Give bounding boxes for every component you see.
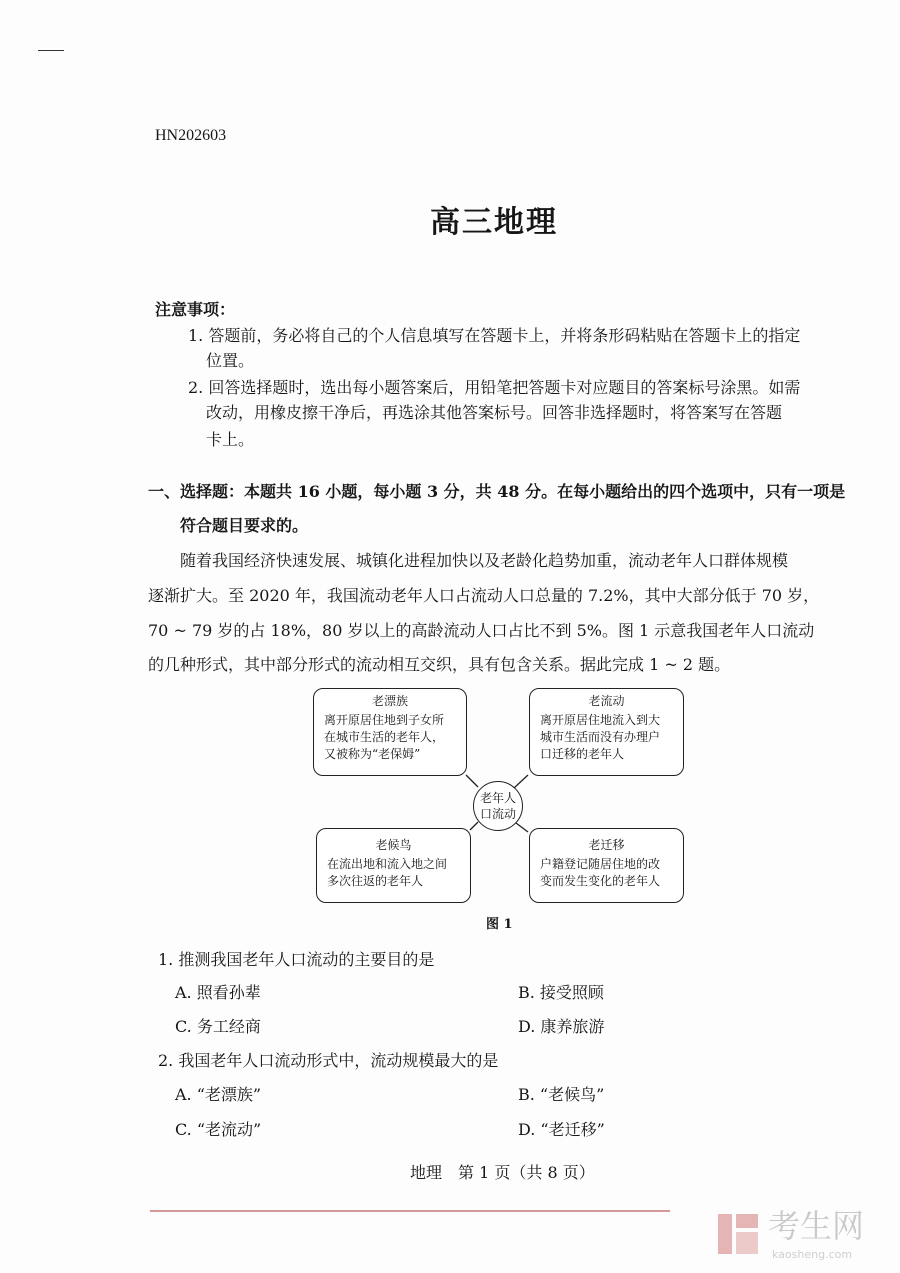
- q2-option-a: A. “老漂族”: [175, 1085, 262, 1104]
- notice-line: 卡上。: [206, 430, 255, 449]
- box-line: 户籍登记随居住地的改: [540, 857, 661, 871]
- figure-caption: 图 1: [486, 917, 513, 932]
- exam-code: HN202603: [155, 127, 227, 144]
- box-title: 老漂族: [371, 694, 408, 708]
- notice-heading: 注意事项：: [155, 300, 236, 319]
- question-1-stem: 1. 推测我国老年人口流动的主要目的是: [158, 950, 435, 969]
- passage-line: 随着我国经济快速发展、城镇化进程加快以及老龄化趋势加重，流动老年人口群体规模: [180, 551, 789, 570]
- passage-line: 逐渐扩大。至 2020 年，我国流动老年人口占流动人口总量的 7.2%，其中大部分低于 70 岁，: [148, 586, 820, 605]
- page-footer: 地理 第 1 页（共 8 页）: [410, 1163, 595, 1182]
- box-line: 城市生活而没有办理户: [540, 730, 661, 744]
- bottom-line: [150, 1210, 670, 1212]
- diagram-box-laohouniao: [316, 828, 471, 903]
- watermark-text: 考生网: [768, 1207, 865, 1245]
- page-title: 高三地理: [430, 205, 558, 240]
- center-line: 老年人: [479, 791, 516, 805]
- passage-line: 的几种形式，其中部分形式的流动相互交织，具有包含关系。据此完成 1 ~ 2 题。: [148, 655, 731, 674]
- notice-line: 2. 回答选择题时，选出每小题答案后，用铅笔把答题卡对应题目的答案标号涂黑。如需: [188, 378, 801, 397]
- diagram-box-laopiaozu: [313, 688, 467, 776]
- box-line: 口迁移的老年人: [540, 747, 625, 761]
- watermark-url: kaosheng.com: [772, 1248, 853, 1261]
- q2-option-b: B. “老候鸟”: [518, 1085, 605, 1104]
- q2-option-c: C. “老流动”: [175, 1120, 262, 1139]
- box-line: 多次往返的老年人: [327, 874, 424, 888]
- q1-option-c: C. 务工经商: [175, 1017, 261, 1036]
- box-title: 老迁移: [588, 838, 625, 852]
- diagram-box-laoliudong: [529, 688, 684, 776]
- box-line: 又被称为“老保姆”: [324, 747, 421, 761]
- box-line: 离开原居住地到子女所: [324, 713, 445, 727]
- box-line: 在城市生活的老年人，: [324, 730, 445, 744]
- watermark-logo-icon: [716, 1212, 760, 1256]
- notice-line: 1. 答题前，务必将自己的个人信息填写在答题卡上，并将条形码粘贴在答题卡上的指定: [188, 326, 801, 345]
- q1-option-b: B. 接受照顾: [518, 983, 604, 1002]
- q1-option-a: A. 照看孙辈: [175, 983, 261, 1002]
- diagram-box-laoqianyi: [529, 828, 684, 903]
- section-heading-cont: 符合题目要求的。: [180, 516, 309, 535]
- q1-option-d: D. 康养旅游: [518, 1017, 605, 1036]
- notice-line: 改动，用橡皮擦干净后，再选涂其他答案标号。回答非选择题时，将答案写在答题: [206, 403, 783, 422]
- diagram-center-circle: [473, 781, 523, 831]
- question-2-stem: 2. 我国老年人口流动形式中，流动规模最大的是: [158, 1051, 499, 1070]
- box-title: 老流动: [588, 694, 625, 708]
- box-line: 变而发生变化的老年人: [540, 874, 661, 888]
- box-title: 老候鸟: [375, 838, 412, 852]
- passage-line: 70 ~ 79 岁的占 18%，80 岁以上的高龄流动人口占比不到 5%。图 1 示意我国老年人口流动: [148, 621, 815, 640]
- notice-line: 位置。: [206, 351, 255, 370]
- center-line: 口流动: [479, 807, 516, 821]
- section-heading: 一、选择题：本题共 16 小题，每小题 3 分，共 48 分。在每小题给出的四个选项中，只有一项是: [148, 482, 846, 501]
- box-line: 在流出地和流入地之间: [327, 857, 448, 871]
- box-line: 离开原居住地流入到大: [540, 713, 661, 727]
- q2-option-d: D. “老迁移”: [518, 1120, 605, 1139]
